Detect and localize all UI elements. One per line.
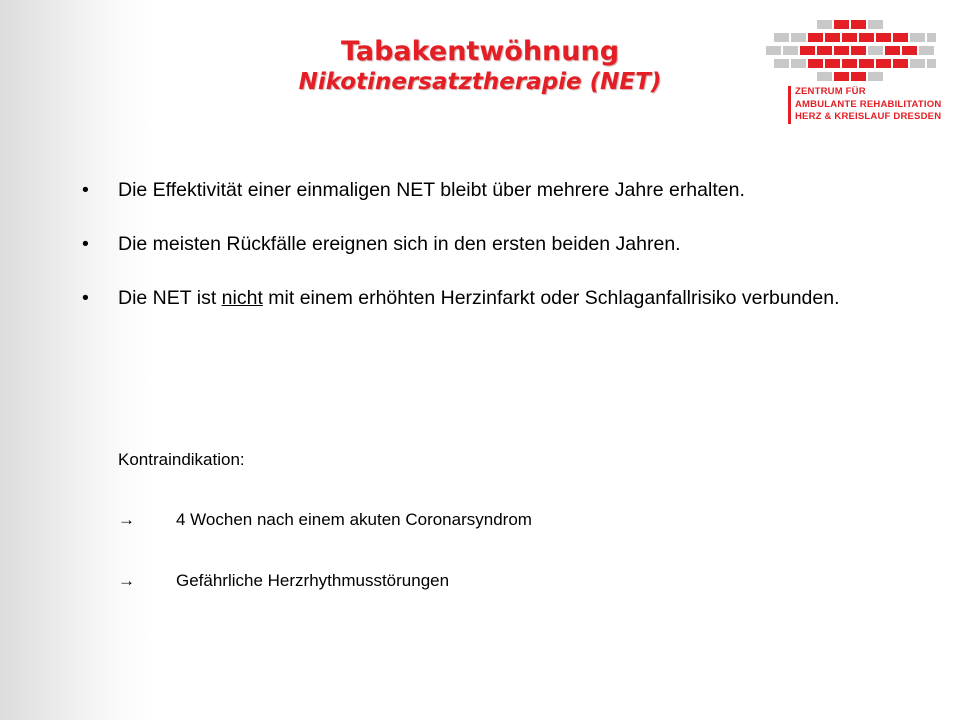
logo-grid-icon [766,18,936,86]
bullet-text-emphasis: nicht [221,287,263,309]
contraindication-item-acs [118,508,532,532]
logo-line-2: AMBULANTE REHABILITATION [795,98,942,110]
arrow-right-icon: → [118,510,135,529]
logo-text [788,86,955,124]
arrow-right-icon: → [118,571,135,590]
bullet-dot-icon: • [82,179,89,201]
title-main: Tabakentwöhnung [340,36,620,67]
bullet-item-risk [80,284,900,312]
contraindication-label: Kontraindikation: [118,450,245,469]
bullet-text: Die meisten Rückfälle ereignen sich in den ersten beiden Jahren. [118,233,681,255]
contraindication-item-arrhythmia [118,569,449,593]
title-subtitle: Nikotinersatztherapie (NET) [298,69,662,95]
bullet-dot-icon: • [82,233,89,255]
bullet-text-pre: Die NET ist [118,287,222,309]
contraindication-text: Gefährliche Herzrhythmusstörungen [176,571,450,590]
bullet-text-post: mit einem erhöhten Herzinfarkt oder Schlaganfallrisiko verbunden. [262,287,840,309]
bullet-item-effectiveness [80,176,900,204]
logo [762,18,942,128]
logo-line-3: HERZ & KREISLAUF DRESDEN [795,111,942,122]
bullet-item-relapses [80,230,900,258]
bullet-text: Die Effektivität einer einmaligen NET bleibt über mehrere Jahre erhalten. [118,179,745,201]
slide-title [230,36,730,96]
bullet-list [80,176,900,338]
bullet-dot-icon: • [82,287,89,309]
contraindication-text: 4 Wochen nach einem akuten Coronarsyndrom [176,510,532,529]
logo-line-1: ZENTRUM FÜR [795,86,866,97]
